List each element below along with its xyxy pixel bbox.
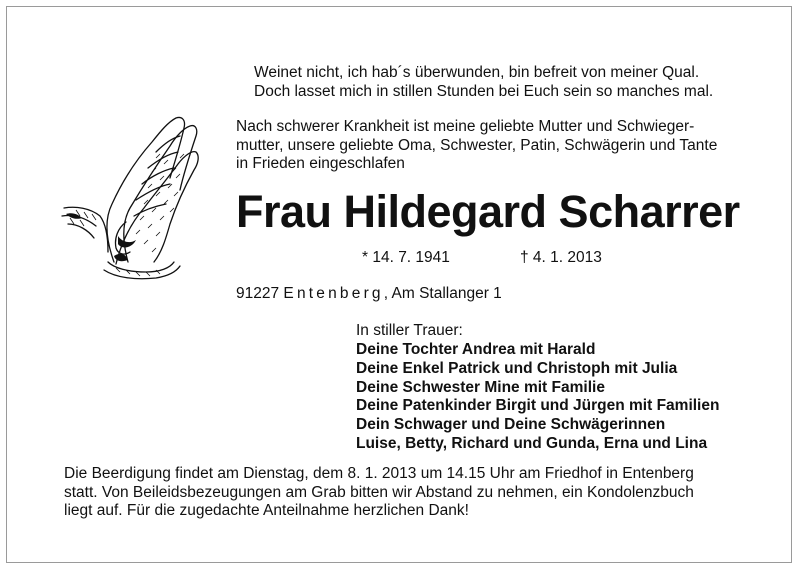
deceased-name: Frau Hildegard Scharrer [236, 186, 740, 237]
mourner-line: Deine Enkel Patrick und Christoph mit Julia [356, 359, 678, 377]
mourner-line: Deine Tochter Andrea mit Harald [356, 341, 596, 358]
funeral-line: Die Beerdigung findet am Dienstag, dem 8. 1. 2013 um 14.15 Uhr am Friedhof in Entenberg [64, 465, 694, 482]
mourner-line: Deine Schwester Mine mit Familie [356, 378, 605, 396]
birth-date: * 14. 7. 1941 [362, 249, 450, 266]
funeral-info [64, 465, 694, 521]
intro-text [236, 118, 717, 174]
address-town: Entenberg [283, 285, 384, 302]
intro-line: in Frieden eingeschlafen [236, 155, 405, 172]
mourner-line: Deine Patenkinder Birgit und Jürgen mit Familien [356, 397, 720, 415]
praying-hands-icon [56, 112, 208, 282]
mourning-heading: In stiller Trauer: [356, 322, 463, 339]
address-street: , Am Stallanger 1 [383, 285, 502, 302]
mourner-line: Luise, Betty, Richard und Gunda, Erna und Lina [356, 434, 708, 452]
address-zip: 91227 [236, 285, 280, 302]
address [236, 285, 502, 304]
poem-line: Doch lasset mich in stillen Stunden bei Euch sein so manches mal. [254, 82, 714, 100]
intro-line: mutter, unsere geliebte Oma, Schwester, Patin, Schwägerin und Tante [236, 136, 718, 154]
funeral-line: liegt auf. Für die zugedachte Anteilnahme herzlichen Dank! [64, 502, 469, 519]
poem [254, 64, 713, 101]
funeral-line: statt. Von Beileidsbezeugungen am Grab bitten wir Abstand zu nehmen, ein Kondolenzbuch [64, 483, 694, 501]
death-date: † 4. 1. 2013 [520, 249, 602, 266]
intro-line: Nach schwerer Krankheit ist meine geliebte Mutter und Schwieger- [236, 118, 695, 135]
mourners-list [356, 341, 719, 454]
mourner-line: Dein Schwager und Deine Schwägerinnen [356, 416, 666, 434]
poem-line: Weinet nicht, ich hab´s überwunden, bin befreit von meiner Qual. [254, 64, 700, 81]
